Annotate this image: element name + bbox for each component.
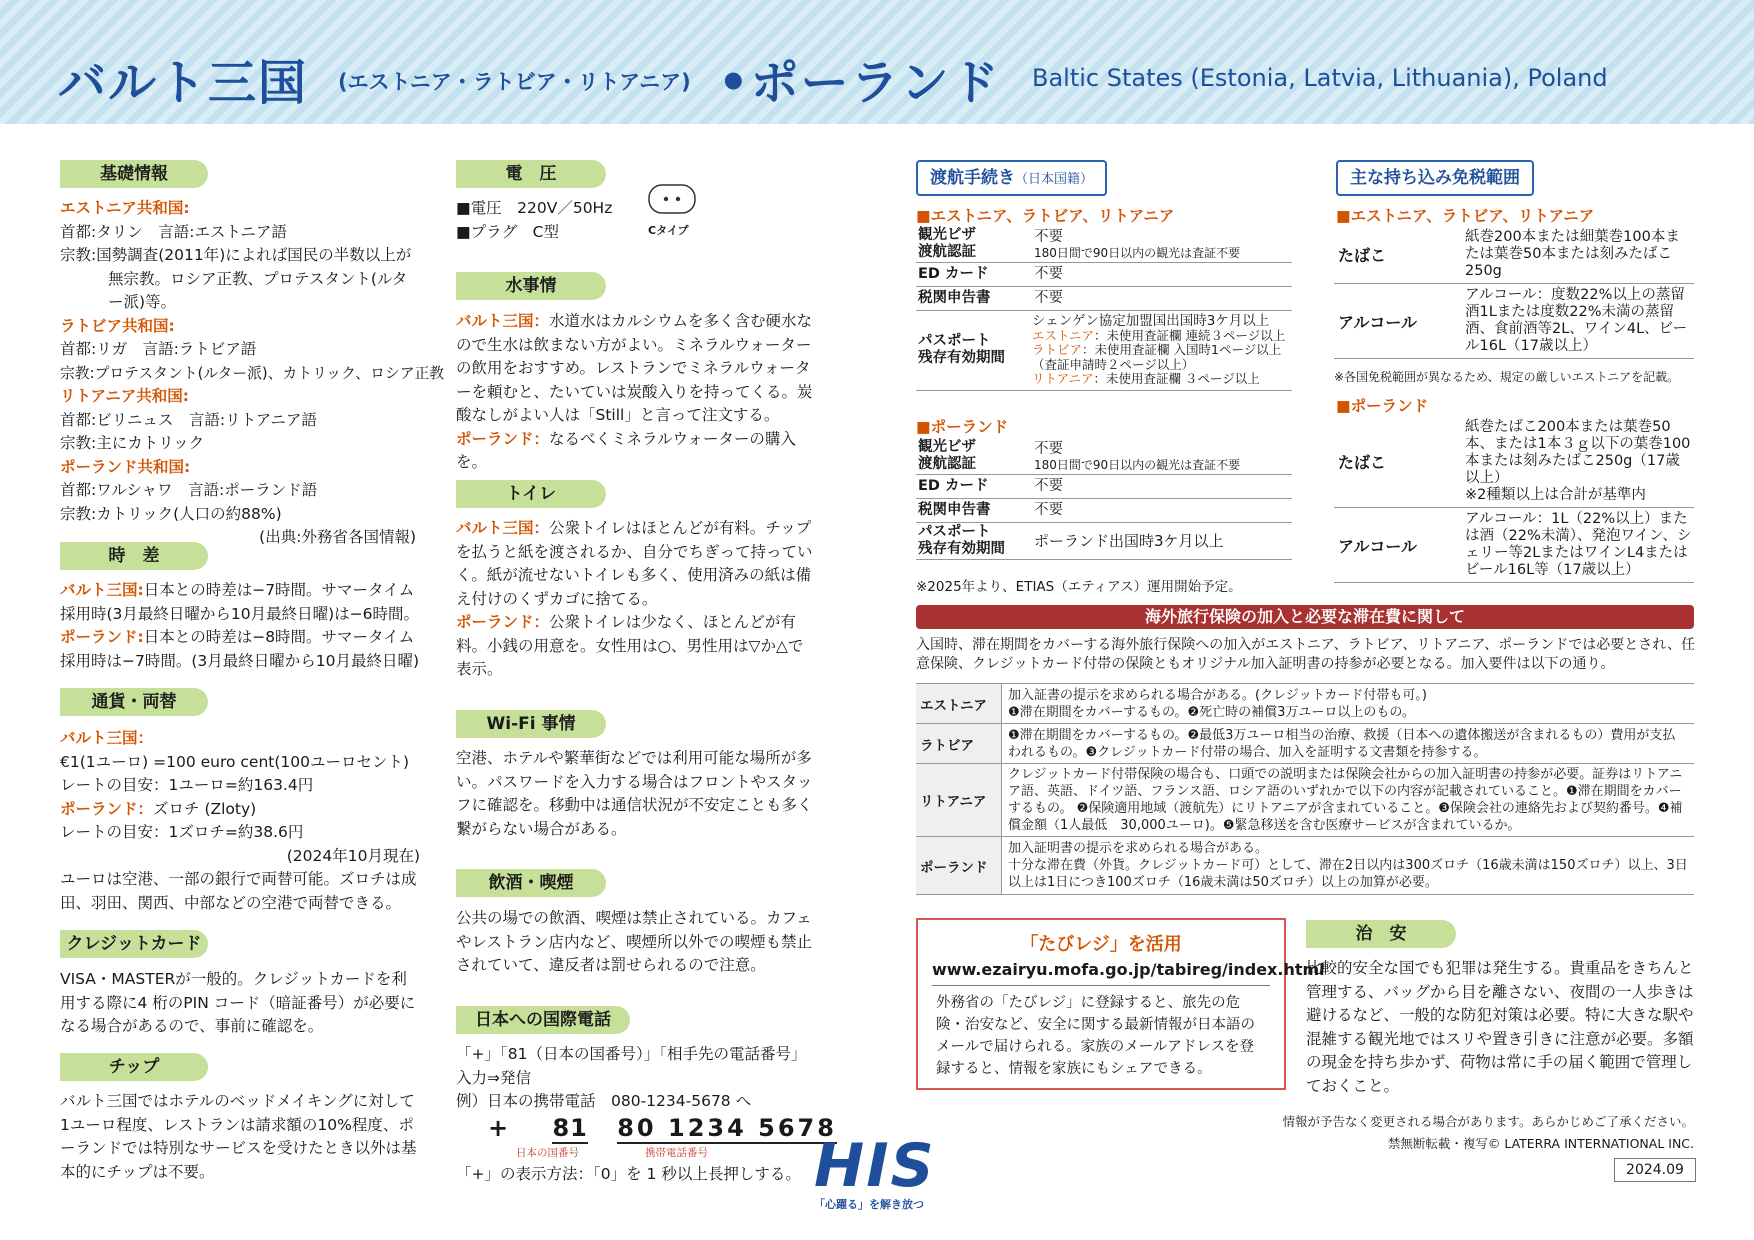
voltage-line: ■電圧 220V／50Hz — [456, 199, 613, 217]
p-tobacco-key: たばこ — [1334, 416, 1463, 508]
passport-estonia-label: エストニア — [1032, 327, 1095, 343]
currency-baltic-line2: レートの目安：1ユーロ=約163.4円 — [60, 776, 314, 794]
page-title-subtitle: (エストニア・ラトビア・リトアニア) — [338, 70, 691, 94]
call-line3: 例）日本の携帯電話 080-1234-5678 へ — [456, 1092, 752, 1110]
procedure-title-text: 渡航手続き — [930, 168, 1015, 188]
customs-value: 不要 — [1032, 287, 1292, 311]
duty-baltic-tobacco-row — [1334, 226, 1694, 284]
insurance-intro: 入国時、滞在期間をカバーする海外旅行保険への加入がエストニア、ラトビア、リトアニア、ポーランドでは必要とされ、任意保険、クレジットカード付帯の保険ともオリジナル加入証明書の持参が必要となる。加入要件は以下の通り。 — [916, 637, 1696, 672]
procedure-poland-passport-row — [916, 523, 1292, 560]
footer-date: 2024.09 — [1614, 1158, 1696, 1182]
b-tobacco-value: 紙巻200本または細葉巻100本または葉巻50本または刻みたばこ250g — [1463, 226, 1694, 284]
insurance-table — [916, 683, 1694, 895]
duty-title: 主な持ち込み免税範囲 — [1336, 160, 1534, 196]
visa-key: 観光ビザ 渡航認証 — [916, 226, 1032, 263]
p-ed-key: ED カード — [916, 475, 1032, 499]
call-heading: 日本への国際電話 — [456, 1006, 630, 1034]
duty-baltic-table — [1334, 226, 1694, 359]
page-header — [0, 0, 1754, 124]
insurance-country: エストニア — [916, 684, 1002, 724]
p-passport-key: パスポート 残存有効期間 — [916, 523, 1032, 560]
insurance-row — [916, 764, 1694, 837]
drink-text: 公共の場での飲酒、喫煙は禁止されている。カフェやレストラン店内など、喫煙所以外での喫煙も禁止されていて、違反者は罰せられるので注意。 — [456, 909, 813, 974]
toilet-heading: トイレ — [456, 480, 606, 508]
timediff-info — [60, 579, 420, 673]
call-country-code: 81 — [552, 1114, 588, 1142]
basic-source: (出典:外務省各国情報) — [259, 528, 416, 546]
water-baltic-text: 水道水はカルシウムを多く含む硬水なので生水は飲まない方がよい。ミネラルウォーターの飲用をおすすめ。レストランでミネラルウォーターを頼むと、たいていは炭酸入りを持ってくる。炭酸なしがよい人は「Still」と言って注文する。 — [456, 312, 813, 424]
water-poland-text: なるべくミネラルウォーターの購入を。 — [456, 429, 796, 471]
poland-religion: 宗教:カトリック(人口の約88%) — [60, 504, 282, 523]
call-num-label: 携帯電話番号 — [645, 1147, 708, 1159]
procedure-passport-row — [916, 311, 1292, 391]
duty-poland-head: ■ポーランド — [1336, 397, 1429, 415]
footer-notice: 情報が予告なく変更される場合があります。あらかじめご了承ください。 — [1282, 1114, 1694, 1129]
his-logo-text: HIS — [814, 1131, 936, 1201]
plug-line: ■プラグ C型 — [456, 222, 559, 241]
procedure-poland-table — [916, 438, 1292, 560]
safety-text: 比較的安全な国でも犯罪は発生する。貴重品をきちんと管理する、バッグから目を離さない、夜間の一人歩きは避けるなど、一般的な防犯対策は必要。特に大きな駅や混雑する観光地ではスリや置き引きに注意が必要。多額の現金を持ち歩かず、荷物は常に手の届く範囲で管理しておくこと。 — [1306, 959, 1694, 1095]
passport-latvia-label: ラトビア — [1032, 342, 1083, 357]
p-customs-key: 税関申告書 — [916, 499, 1032, 523]
tabireg-url[interactable]: www.ezairyu.mofa.go.jp/tabireg/index.html — [932, 960, 1270, 986]
poland-capital: 首都:ワルシャワ 言語:ポーランド語 — [60, 481, 318, 499]
call-plus: + — [488, 1114, 510, 1142]
b-tobacco-key: たばこ — [1334, 226, 1463, 284]
procedure-title-small: （日本国籍） — [1015, 172, 1094, 187]
toilet-poland-text: 公衆トイレは少なく、ほとんどが有料。小銭の用意を。女性用は○、男性用は▽か△で表示。 — [456, 613, 804, 678]
b-alcohol-value: アルコール：度数22%以上の蒸留酒1Lまたは度数22%未満の蒸留酒、食前酒等2L、ワイン4L、ビール16L（17歳以上） — [1463, 284, 1694, 359]
procedure-baltic-head: ■エストニア、ラトビア、リトアニア — [916, 207, 1175, 225]
visa-note: 180日間で90日以内の観光は査証不要 — [1034, 245, 1241, 260]
ed-value: 不要 — [1032, 263, 1292, 287]
lithuania-label: リトアニア共和国: — [60, 387, 189, 405]
currency-poland-line2: レートの目安：1ズロチ=約38.6円 — [60, 823, 304, 841]
lithuania-capital: 首都:ビリニュス 言語:リトアニア語 — [60, 410, 317, 429]
insurance-country: ラトビア — [916, 724, 1002, 764]
lithuania-religion: 宗教:主にカトリック — [60, 434, 205, 452]
insurance-text: クレジットカード付帯保険の場合も、口頭での説明または保険会社からの加入証明書の持参が必要。証券はリトアニア語、英語、ドイツ語、フランス語、ロシア語のいずれかで以下の内容が記載されていること。❶滞在期間をカバーするもの。 ❷保険適用地域（渡航先）にリトアニアが含まれていること。❸保険会社の連絡先および契約番号。❹補償金額（1人最低 30,000ユーロ)。❺緊急移送を含む医療サービスが含まれているか。 — [1002, 764, 1695, 837]
estonia-capital: 首都:タリン 言語:エストニア語 — [60, 222, 287, 241]
plug-type-label: Cタイプ — [648, 224, 689, 237]
procedure-baltic-table — [916, 226, 1292, 391]
passport-key: パスポート 残存有効期間 — [916, 311, 1032, 391]
procedure-poland-customs-row — [916, 499, 1292, 523]
latvia-label: ラトビア共和国: — [60, 316, 175, 335]
toilet-poland-label: ポーランド： — [456, 613, 550, 631]
tabireg-title: 「たびレジ」を活用 — [1020, 934, 1182, 955]
procedure-ed-row — [916, 263, 1292, 287]
his-tagline: 「心躍る」を解き放つ — [814, 1198, 924, 1211]
procedure-title — [916, 160, 1107, 196]
p-alcohol-value: アルコール：1L（22%以上）または酒（22%未満）、発泡ワイン、シェリー等2LまたはワインL4または ビール16L等（17歳以上） — [1463, 508, 1694, 583]
plug-c-icon — [648, 184, 696, 214]
insurance-row — [916, 684, 1694, 724]
visa-value: 不要 — [1034, 228, 1063, 245]
passport-estonia-value: ：未使用査証欄 連続３ページ以上 — [1094, 327, 1286, 343]
wifi-text: 空港、ホテルや繁華街などでは利用可能な場所が多い。パスワードを入力する場合はフロントやスタッフに確認を。移動中は通信状況が不安定ことも多く繋がらない場合がある。 — [456, 749, 813, 838]
call-line2: 入力⇒発信 — [456, 1068, 531, 1087]
poland-label: ポーランド共和国: — [60, 457, 191, 476]
toilet-baltic-label: バルト三国： — [456, 519, 550, 537]
passport-schengen: シェンゲン協定加盟国出国時3ケ月以上 — [1032, 313, 1270, 329]
insurance-text: 加入証書の提示を求められる場合がある。(クレジットカード付帯も可。) ❶滞在期間をカバーするもの。❷死亡時の補償3万ユーロ以上のもの。 — [1002, 684, 1695, 724]
estonia-label: エストニア共和国: — [60, 199, 190, 217]
call-example — [488, 1114, 837, 1144]
b-alcohol-key: アルコール — [1334, 284, 1463, 359]
footer-copyright: 禁無断転載・複写© LATERRA INTERNATIONAL INC. — [1387, 1136, 1694, 1151]
page-title-english: Baltic States (Estonia, Latvia, Lithuania), Poland — [1032, 64, 1608, 92]
tip-text: バルト三国ではホテルのベッドメイキングに対して1ユーロ程度、レストランは請求額の10%程度、ポーランドでは特別なサービスを受けたとき以外は基本的にチップは不要。 — [60, 1092, 417, 1181]
call-cc-label: 日本の国番号 — [516, 1147, 579, 1159]
currency-baltic-label: バルト三国： — [60, 729, 154, 747]
timediff-poland-text: 日本との時差は−8時間。サマータイム採用時は−7時間。(3月最終日曜から10月最終日曜) — [60, 628, 420, 670]
basic-info — [60, 197, 445, 550]
water-info — [456, 310, 816, 475]
page-title-poland: •ポーランド — [718, 55, 1001, 111]
procedure-poland-head: ■ポーランド — [916, 418, 1009, 436]
timediff-heading: 時 差 — [60, 542, 208, 570]
currency-date: (2024年10月現在) — [286, 846, 420, 865]
voltage-info — [456, 197, 636, 244]
currency-heading: 通貨・両替 — [60, 688, 208, 716]
customs-key: 税関申告書 — [916, 287, 1032, 311]
timediff-baltic-label: バルト三国: — [60, 581, 144, 599]
voltage-heading: 電 圧 — [456, 160, 606, 188]
page-title: バルト三国 — [58, 55, 309, 111]
basic-heading: 基礎情報 — [60, 160, 208, 188]
p-customs-value: 不要 — [1032, 499, 1292, 523]
water-heading: 水事情 — [456, 272, 606, 300]
insurance-country: ポーランド — [916, 837, 1002, 895]
p-passport-value: ポーランド出国時3ケ月以上 — [1032, 523, 1292, 560]
p-visa-key: 観光ビザ 渡航認証 — [916, 438, 1032, 475]
insurance-row — [916, 724, 1694, 764]
latvia-capital: 首都:リガ 言語:ラトビア語 — [60, 340, 257, 358]
call-number: 80 1234 5678 — [617, 1114, 837, 1142]
safety-heading: 治 安 — [1306, 920, 1456, 948]
procedure-poland-ed-row — [916, 475, 1292, 499]
insurance-row — [916, 837, 1694, 895]
procedure-poland-visa-row — [916, 438, 1292, 475]
passport-lithuania-value: ：未使用査証欄 ３ページ以上 — [1093, 371, 1260, 386]
his-logo — [814, 1131, 948, 1212]
insurance-text: ❶滞在期間をカバーするもの。❷最低3万ユーロ相当の治療、救援（日本への遺体搬送が含まれるもの）費用が支払われるもの。❸クレジットカード付帯の場合、加入を証明する文書類を持参する。 — [1002, 724, 1695, 764]
p-tobacco-note: ※2種類以上は合計が基準内 — [1465, 487, 1646, 503]
timediff-baltic-text: 日本との時差は−7時間。サマータイム採用時(3月最終日曜から10月最終日曜)は−6時間。 — [60, 581, 420, 623]
duty-poland-alcohol-row — [1334, 508, 1694, 583]
currency-info — [60, 727, 420, 915]
duty-baltic-head: ■エストニア、ラトビア、リトアニア — [1336, 207, 1595, 225]
duty-baltic-alcohol-row — [1334, 284, 1694, 359]
currency-baltic-line1: €1(1ユーロ) =100 euro cent(100ユーロセント) — [60, 752, 410, 771]
p-ed-value: 不要 — [1032, 475, 1292, 499]
p-visa-value: 不要 — [1034, 440, 1063, 457]
call-line1: 「+」「81（日本の国番号）」「相手先の電話番号」 — [456, 1045, 807, 1063]
credit-heading: クレジットカード — [60, 930, 208, 958]
insurance-text: 加入証明書の提示を求められる場合がある。 十分な滞在費（外貨。クレジットカード可）として、滞在2日以内は300ズロチ（16歳未満は150ズロチ）以上、3日以上は1日につき100ズロチ（16歳未満は50ズロチ）以上の加算が必要。 — [1002, 837, 1695, 895]
ed-key: ED カード — [916, 263, 1032, 287]
toilet-info — [456, 517, 816, 682]
call-info — [456, 1043, 816, 1114]
call-note: 「+」の表示方法：「0」を 1 秒以上長押しする。 — [456, 1165, 801, 1183]
insurance-title: 海外旅行保険の加入と必要な滞在費に関して — [916, 605, 1694, 629]
procedure-customs-row — [916, 287, 1292, 311]
tabireg-box — [916, 918, 1325, 1090]
passport-latvia-value: ：未使用査証欄 入国時1ページ以上（査証申請時２ページ以上） — [1032, 342, 1282, 372]
drink-heading: 飲酒・喫煙 — [456, 869, 606, 897]
duty-poland-table — [1334, 416, 1694, 583]
p-tobacco-value: 紙巻たばこ200本または葉巻50本、または1本３ｇ以下の葉巻100本または刻みたばこ250g（17歳以上） — [1465, 419, 1691, 486]
currency-poland-label: ポーランド： — [60, 799, 154, 818]
passport-lithuania-label: リトアニア — [1032, 371, 1094, 386]
toilet-baltic-text: 公衆トイレはほとんどが有料。チップを払うと紙を渡されるか、自分でちぎって持っていく。紙が流せないトイレも多く、使用済みの紙は備え付けのくずカゴに捨てる。 — [456, 519, 813, 608]
water-baltic-label: バルト三国： — [456, 312, 550, 330]
p-visa-note: 180日間で90日以内の観光は査証不要 — [1034, 457, 1241, 472]
estonia-religion: 宗教:国勢調査(2011年)によれば国民の半数以上が無宗教。ロシア正教、プロテスタント(ルター派)等。 — [60, 246, 412, 311]
procedure-note: ※2025年より、ETIAS（エティアス）運用開始予定。 — [916, 579, 1242, 595]
tabireg-text: 外務省の「たびレジ」に登録すると、旅先の危険・治安など、安全に関する最新情報が日本語のメールで届けられる。家族のメールアドレスを登録すると、情報を家族にもシェアできる。 — [936, 995, 1255, 1077]
credit-text: VISA・MASTERが一般的。クレジットカードを利用する際に4 桁のPIN コード（暗証番号）が必要になる場合があるので、事前に確認を。 — [60, 970, 416, 1035]
wifi-heading: Wi-Fi 事情 — [456, 710, 606, 738]
timediff-poland-label: ポーランド: — [60, 628, 144, 646]
duty-baltic-note: ※各国免税範囲が異なるため、規定の厳しいエストニアを記載。 — [1334, 370, 1680, 384]
tip-heading: チップ — [60, 1053, 208, 1081]
insurance-country: リトアニア — [916, 764, 1002, 837]
procedure-visa-row — [916, 226, 1292, 263]
currency-poland-value: ズロチ (Zloty) — [153, 799, 257, 818]
latvia-religion: 宗教:プロテスタント(ルター派)、カトリック、ロシア正教 — [60, 364, 445, 382]
currency-note: ユーロは空港、一部の銀行で両替可能。ズロチは成田、羽田、関西、中部などの空港で両替できる。 — [60, 870, 417, 912]
duty-poland-tobacco-row — [1334, 416, 1694, 508]
water-poland-label: ポーランド： — [456, 429, 550, 448]
p-alcohol-key: アルコール — [1334, 508, 1463, 583]
